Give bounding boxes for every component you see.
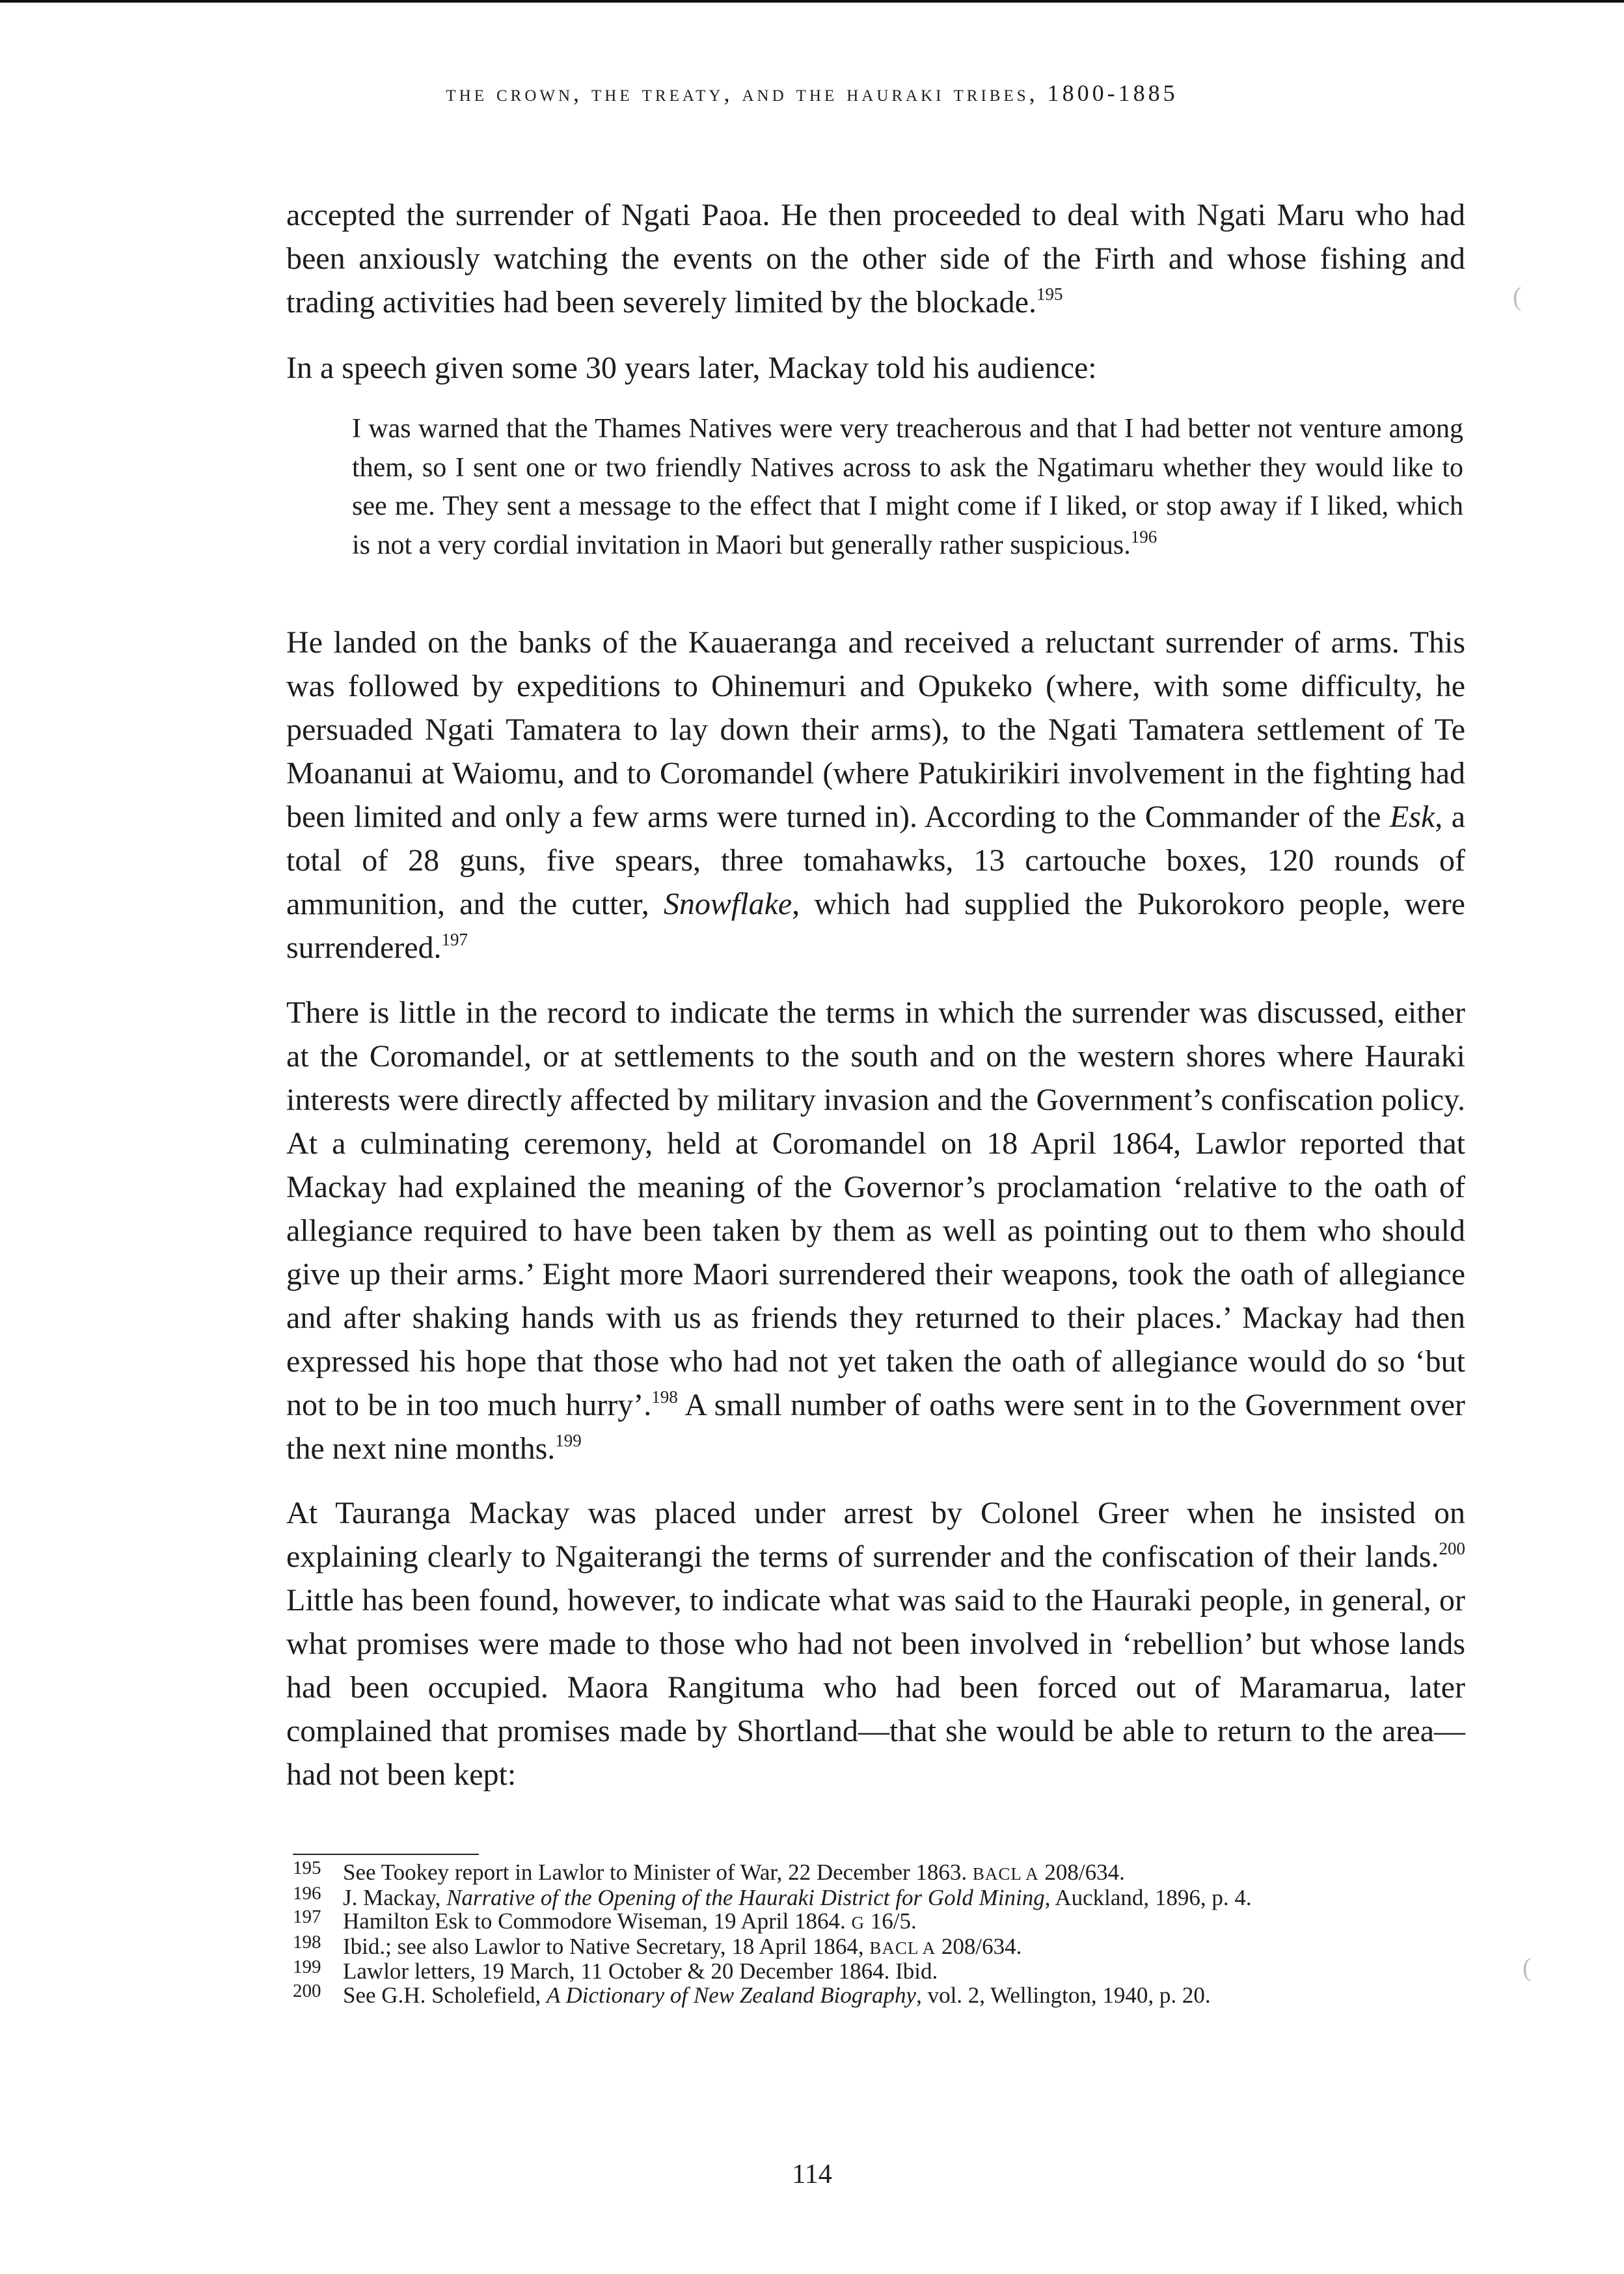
top-border (0, 0, 1624, 3)
paragraph-text: He landed on the banks of the Kauaeranga and received a reluctant surrender of arms. This was followed by expeditions to Ohinemuri and Opukeko (where, with some difficulty, he persuaded Ngati Tamatera to lay down their arms), to the Ngati Tamatera settlement of Te Moananui at Waiomu, and to Coromandel (where Patukirikiri involvement in the fighting had been limited and only a few arms were turned in). According to the Commander of the (286, 625, 1465, 834)
paragraph-5 (286, 1491, 1465, 1796)
footnote-text: See Tookey report in Lawlor to Minister of War, 22 December 1863. BACL A 208/634. (343, 1860, 1125, 1885)
footnote-ref: 196 (1130, 526, 1157, 547)
footnote-197 (293, 1906, 1464, 1935)
footnote-ref: 199 (555, 1431, 582, 1450)
block-quote (352, 410, 1463, 565)
paragraph-text: There is little in the record to indicate the terms in which the surrender was discussed, either at the Coromandel, or at settlements to the south and on the western shores where Hauraki interests were directly affected by military invasion and the Government’s confiscation policy. At a culminating ceremony, held at Coromandel on 18 April 1864, Lawlor reported that Mackay had explained the meaning of the Governor’s proclamation ‘relative to the oath of allegiance required to have been taken by them as well as pointing out to them who should give up their arms.’ Eight more Maori surrendered their weapons, took the oath of allegiance and after shaking hands with us as friends they returned to their places.’ Mackay had then expressed his hope that those who had not yet taken the oath of allegiance would do so ‘but not to be in too much hurry’. (286, 995, 1465, 1422)
ship-name: Esk (1389, 800, 1435, 834)
footnote-198 (293, 1931, 1464, 1960)
paragraph-text: , a total of 28 guns, five spears, three tomahawks, 13 cartouche boxes, 120 rounds of ammunition, and the cutter, (286, 800, 1465, 921)
footnote-text: Ibid.; see also Lawlor to Native Secretary, 18 April 1864, BACL A 208/634. (343, 1933, 1022, 1959)
vessel-name: Snowflake (663, 887, 792, 921)
footnote-199 (293, 1956, 1464, 1984)
paragraph-text: A small number of oaths were sent in to the Government over the next nine months. (286, 1388, 1465, 1466)
paragraph-text: accepted the surrender of Ngati Paoa. He then proceeded to deal with Ngati Maru who had been anxiously watching the events on the other side of the Firth and whose fishing and trading activities had been severely limited by the blockade. (286, 198, 1465, 319)
footnote-separator (293, 1854, 479, 1855)
footnote-196 (293, 1882, 1464, 1910)
page-number: 114 (792, 2159, 832, 2189)
quote-text: I was warned that the Thames Natives were very treacherous and that I had better not venture among them, so I sent one or two friendly Natives across to ask the Ngatimaru whether they would like to see me. They sent a message to the effect that I might come if I liked, or stop away if I liked, which is not a very cordial invitation in Maori but generally rather suspicious. (352, 414, 1463, 560)
footnote-ref: 195 (1036, 284, 1063, 304)
paragraph-2 (286, 346, 1465, 390)
paragraph-text: In a speech given some 30 years later, Mackay told his audience: (286, 351, 1097, 385)
footnote-number: 199 (293, 1956, 321, 1978)
paragraph-3 (286, 621, 1465, 969)
footnote-number: 196 (293, 1882, 321, 1904)
scan-mark: ( (1522, 1953, 1532, 1982)
footnotes (293, 1858, 1464, 2008)
scan-mark: ( (1513, 282, 1522, 311)
running-head: the crown, the treaty, and the hauraki tribes, 1800-1885 (446, 80, 1178, 106)
footnote-text: Lawlor letters, 19 March, 11 October & 20 December 1864. Ibid. (343, 1958, 938, 1984)
footnote-number: 198 (293, 1931, 321, 1953)
footnote-ref: 198 (651, 1387, 678, 1407)
paragraph-1 (286, 193, 1465, 324)
footnote-text: J. Mackay, Narrative of the Opening of the Hauraki District for Gold Mining, Auckland, 1896, p. 4. (343, 1884, 1252, 1910)
footnote-number: 197 (293, 1906, 321, 1928)
footnote-number: 195 (293, 1858, 321, 1878)
paragraph-text: At Tauranga Mackay was placed under arrest by Colonel Greer when he insisted on explaining clearly to Ngaiterangi the terms of surrender and the confiscation of their lands. (286, 1496, 1465, 1574)
paragraph-text: , which had supplied the Pukorokoro people, were surrendered. (286, 887, 1465, 965)
footnote-200 (293, 1980, 1464, 2008)
paragraph-4 (286, 991, 1465, 1470)
footnote-number: 200 (293, 1980, 321, 2001)
footnote-text: See G.H. Scholefield, A Dictionary of New Zealand Biography, vol. 2, Wellington, 1940, p. 20. (343, 1982, 1211, 2008)
paragraph-text: Little has been found, however, to indicate what was said to the Hauraki people, in general, or what promises were made to those who had not been involved in ‘rebellion’ but whose lands had been occupied. Maora Rangituma who had been forced out of Maramarua, later complained that promises made by Shortland—that she would be able to return to the area—had not been kept: (286, 1583, 1465, 1792)
footnote-text: Hamilton Esk to Commodore Wiseman, 19 April 1864. G 16/5. (343, 1908, 917, 1934)
footnote-ref: 200 (1439, 1539, 1465, 1558)
footnote-ref: 197 (441, 930, 468, 949)
footnote-195 (293, 1858, 1464, 1886)
